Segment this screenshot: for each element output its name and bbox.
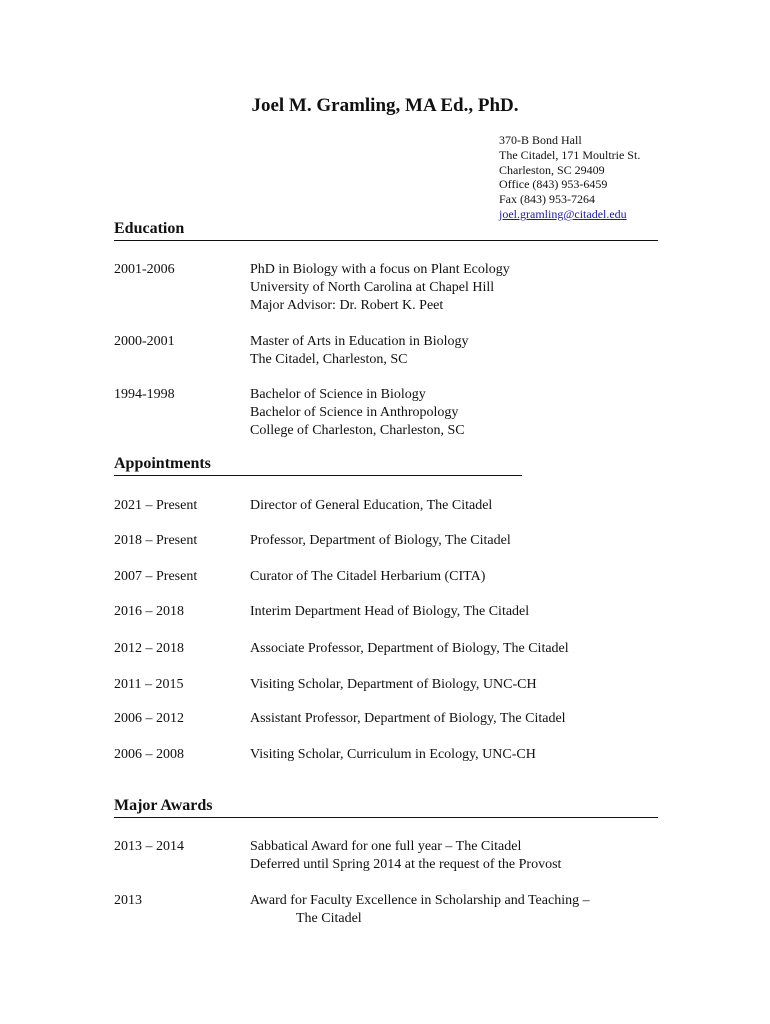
entry-date: 2012 – 2018 [114,641,184,656]
contact-city-state: Charleston, SC 29409 [499,162,605,177]
entry-date: 2000-2001 [114,334,175,349]
entry-text: Visiting Scholar, Department of Biology, UNC-CH [250,677,537,692]
entry-date: 2011 – 2015 [114,677,184,692]
entry-text: Interim Department Head of Biology, The Citadel [250,604,530,619]
entry-line: University of North Carolina at Chapel Hill [250,280,495,295]
contact-block [499,133,640,222]
section-awards-heading [114,799,658,818]
section-title: Appointments [114,455,211,472]
entry-text: Curator of The Citadel Herbarium (CITA) [250,569,486,584]
entry-details [250,386,465,440]
entry-date: 2001-2006 [114,262,175,277]
cv-name: Joel M. Gramling, MA Ed., PhD. [251,95,519,116]
entry-line: The Citadel [296,911,362,926]
entry-text: Visiting Scholar, Curriculum in Ecology, UNC-CH [250,747,536,762]
entry-line: Major Advisor: Dr. Robert K. Peet [250,298,444,313]
entry-details [250,838,561,874]
section-title: Major Awards [114,797,213,814]
entry-text: Associate Professor, Department of Biology, The Citadel [250,641,569,656]
entry-line: PhD in Biology with a focus on Plant Ecology [250,262,510,277]
entry-line: The Citadel, Charleston, SC [250,352,408,367]
entry-line: Award for Faculty Excellence in Scholarship and Teaching – [250,893,590,908]
entry-date: 2013 – 2014 [114,839,184,854]
entry-date: 1994-1998 [114,387,175,402]
entry-date: 2021 – Present [114,498,198,513]
entry-date: 2006 – 2008 [114,747,184,762]
contact-email-link[interactable]: joel.gramling@citadel.edu [499,206,627,221]
entry-date: 2013 [114,893,142,908]
entry-line: Bachelor of Science in Biology [250,387,426,402]
entry-date: 2007 – Present [114,569,198,584]
contact-office-phone: Office (843) 953-6459 [499,177,608,192]
contact-office-location: 370-B Bond Hall [499,133,582,147]
entry-line: Sabbatical Award for one full year – The Citadel [250,839,522,854]
entry-date: 2016 – 2018 [114,604,184,619]
contact-fax: Fax (843) 953-7264 [499,192,595,207]
entry-date: 2018 – Present [114,533,198,548]
entry-details [250,333,469,369]
section-title: Education [114,220,185,237]
entry-line: College of Charleston, Charleston, SC [250,423,465,438]
entry-date: 2006 – 2012 [114,711,184,726]
contact-street-address: The Citadel, 171 Moultrie St. [499,147,641,162]
entry-line: Deferred until Spring 2014 at the request of the Provost [250,857,562,872]
entry-text: Assistant Professor, Department of Biology, The Citadel [250,711,566,726]
entry-text: Director of General Education, The Citadel [250,498,493,513]
entry-line: Master of Arts in Education in Biology [250,334,469,349]
section-appointments-heading [114,457,522,476]
entry-details [250,892,590,928]
entry-line: Bachelor of Science in Anthropology [250,405,459,420]
section-education-heading [114,222,658,241]
entry-details [250,261,510,315]
entry-text: Professor, Department of Biology, The Citadel [250,533,511,548]
